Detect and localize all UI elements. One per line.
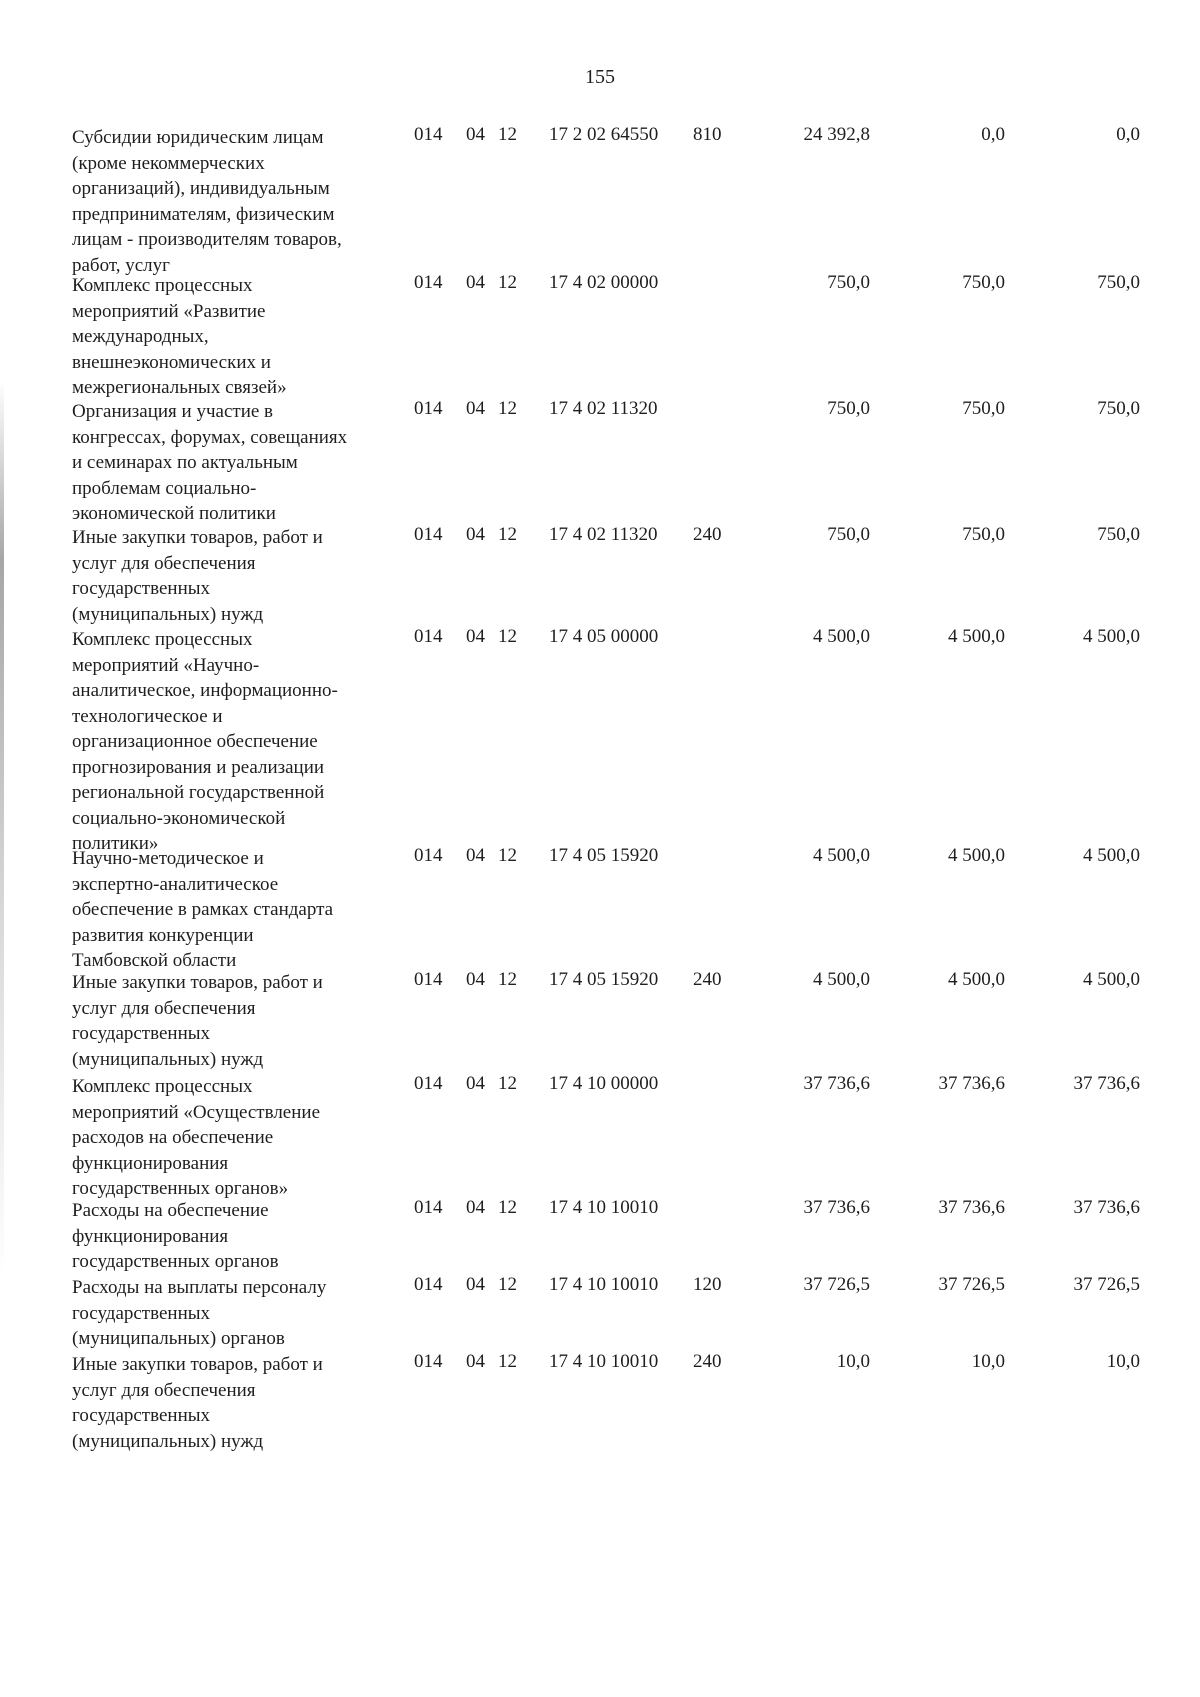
row-ministry-code: 014 — [414, 1274, 443, 1295]
row-subsection-code: 12 — [498, 272, 517, 293]
row-amount-year-1: 750,0 — [827, 398, 870, 419]
scan-edge-shadow — [0, 380, 4, 1280]
row-amount-year-2: 750,0 — [962, 398, 1005, 419]
row-name: Комплекс процессных мероприятий «Осуществление расходов на обеспечение функционирования государственных органов» — [72, 1076, 321, 1199]
row-section-code: 04 — [466, 524, 485, 545]
row-amount-year-3: 10,0 — [1106, 1351, 1140, 1372]
row-section-code: 04 — [466, 626, 485, 647]
row-section-code: 04 — [466, 845, 485, 866]
row-ministry-code: 014 — [414, 969, 443, 990]
row-target-article-code: 17 4 05 15920 — [549, 969, 659, 990]
page-number: 155 — [585, 66, 615, 88]
row-expense-type-code: 240 — [693, 524, 722, 545]
row-amount-year-1: 24 392,8 — [803, 124, 870, 145]
row-name: Организация и участие в конгрессах, форумах, совещаниях и семинарах по актуальным проблемам социально- экономической политики — [72, 401, 348, 524]
row-amount-year-2: 4 500,0 — [948, 626, 1005, 647]
row-name: Иные закупки товаров, работ и услуг для обеспечения государственных (муниципальных) нужд — [72, 1354, 323, 1452]
row-name: Научно-методическое и экспертно-аналитическое обеспечение в рамках стандарта развития конкуренции Тамбовской области — [72, 848, 334, 971]
row-amount-year-1: 37 736,6 — [803, 1073, 870, 1094]
row-amount-year-1: 4 500,0 — [813, 845, 870, 866]
row-subsection-code: 12 — [498, 845, 517, 866]
row-target-article-code: 17 2 02 64550 — [549, 124, 659, 145]
row-amount-year-1: 750,0 — [827, 524, 870, 545]
row-name: Иные закупки товаров, работ и услуг для обеспечения государственных (муниципальных) нужд — [72, 972, 323, 1070]
row-ministry-code: 014 — [414, 524, 443, 545]
row-target-article-code: 17 4 05 00000 — [549, 626, 659, 647]
row-subsection-code: 12 — [498, 1073, 517, 1094]
row-expense-type-code: 810 — [693, 124, 722, 145]
row-target-article-code: 17 4 10 10010 — [549, 1274, 659, 1295]
row-ministry-code: 014 — [414, 626, 443, 647]
row-amount-year-1: 4 500,0 — [813, 626, 870, 647]
row-expense-type-code: 240 — [693, 1351, 722, 1372]
row-amount-year-2: 37 736,6 — [938, 1073, 1005, 1094]
row-ministry-code: 014 — [414, 398, 443, 419]
row-section-code: 04 — [466, 398, 485, 419]
row-amount-year-3: 4 500,0 — [1083, 969, 1140, 990]
row-target-article-code: 17 4 02 00000 — [549, 272, 659, 293]
row-ministry-code: 014 — [414, 1073, 443, 1094]
row-target-article-code: 17 4 05 15920 — [549, 845, 659, 866]
row-amount-year-2: 37 726,5 — [938, 1274, 1005, 1295]
row-ministry-code: 014 — [414, 272, 443, 293]
row-amount-year-3: 0,0 — [1116, 124, 1140, 145]
row-section-code: 04 — [466, 1073, 485, 1094]
row-amount-year-3: 37 736,6 — [1073, 1197, 1140, 1218]
row-section-code: 04 — [466, 1197, 485, 1218]
row-amount-year-3: 750,0 — [1097, 272, 1140, 293]
row-amount-year-3: 750,0 — [1097, 524, 1140, 545]
row-section-code: 04 — [466, 124, 485, 145]
row-amount-year-2: 37 736,6 — [938, 1197, 1005, 1218]
row-name: Субсидии юридическим лицам (кроме некоммерческих организаций), индивидуальным предпринимателям, физическим лицам - производителям товаров, работ, услуг — [72, 127, 342, 276]
row-subsection-code: 12 — [498, 398, 517, 419]
row-target-article-code: 17 4 10 10010 — [549, 1351, 659, 1372]
row-name: Иные закупки товаров, работ и услуг для обеспечения государственных (муниципальных) нужд — [72, 527, 323, 625]
row-name: Комплекс процессных мероприятий «Развитие международных, внешнеэкономических и межрегиональных связей» — [72, 275, 287, 398]
row-amount-year-3: 37 726,5 — [1073, 1274, 1140, 1295]
row-section-code: 04 — [466, 1274, 485, 1295]
row-section-code: 04 — [466, 969, 485, 990]
row-target-article-code: 17 4 02 11320 — [549, 524, 658, 545]
row-amount-year-3: 4 500,0 — [1083, 626, 1140, 647]
row-subsection-code: 12 — [498, 1351, 517, 1372]
row-name: Расходы на обеспечение функционирования государственных органов — [72, 1200, 279, 1272]
row-subsection-code: 12 — [498, 626, 517, 647]
row-expense-type-code: 240 — [693, 969, 722, 990]
row-subsection-code: 12 — [498, 969, 517, 990]
row-expense-type-code: 120 — [693, 1274, 722, 1295]
row-ministry-code: 014 — [414, 845, 443, 866]
row-subsection-code: 12 — [498, 1274, 517, 1295]
row-amount-year-3: 37 736,6 — [1073, 1073, 1140, 1094]
row-name: Расходы на выплаты персоналу государственных (муниципальных) органов — [72, 1277, 327, 1349]
row-amount-year-2: 4 500,0 — [948, 969, 1005, 990]
row-amount-year-2: 0,0 — [981, 124, 1005, 145]
row-subsection-code: 12 — [498, 124, 517, 145]
row-name: Комплекс процессных мероприятий «Научно- аналитическое, информационно- технологическое и организационное обеспечение прогнозирования и реализации региональной государственной социально-экономической политики» — [72, 629, 338, 854]
row-amount-year-2: 750,0 — [962, 272, 1005, 293]
row-ministry-code: 014 — [414, 124, 443, 145]
row-target-article-code: 17 4 10 00000 — [549, 1073, 659, 1094]
row-amount-year-1: 37 726,5 — [803, 1274, 870, 1295]
row-amount-year-2: 4 500,0 — [948, 845, 1005, 866]
row-amount-year-1: 37 736,6 — [803, 1197, 870, 1218]
row-amount-year-3: 750,0 — [1097, 398, 1140, 419]
row-ministry-code: 014 — [414, 1197, 443, 1218]
row-ministry-code: 014 — [414, 1351, 443, 1372]
row-amount-year-1: 10,0 — [836, 1351, 870, 1372]
row-target-article-code: 17 4 10 10010 — [549, 1197, 659, 1218]
row-section-code: 04 — [466, 272, 485, 293]
row-amount-year-2: 10,0 — [971, 1351, 1005, 1372]
row-subsection-code: 12 — [498, 524, 517, 545]
row-amount-year-1: 4 500,0 — [813, 969, 870, 990]
row-amount-year-3: 4 500,0 — [1083, 845, 1140, 866]
row-amount-year-2: 750,0 — [962, 524, 1005, 545]
row-amount-year-1: 750,0 — [827, 272, 870, 293]
row-section-code: 04 — [466, 1351, 485, 1372]
row-subsection-code: 12 — [498, 1197, 517, 1218]
row-target-article-code: 17 4 02 11320 — [549, 398, 658, 419]
